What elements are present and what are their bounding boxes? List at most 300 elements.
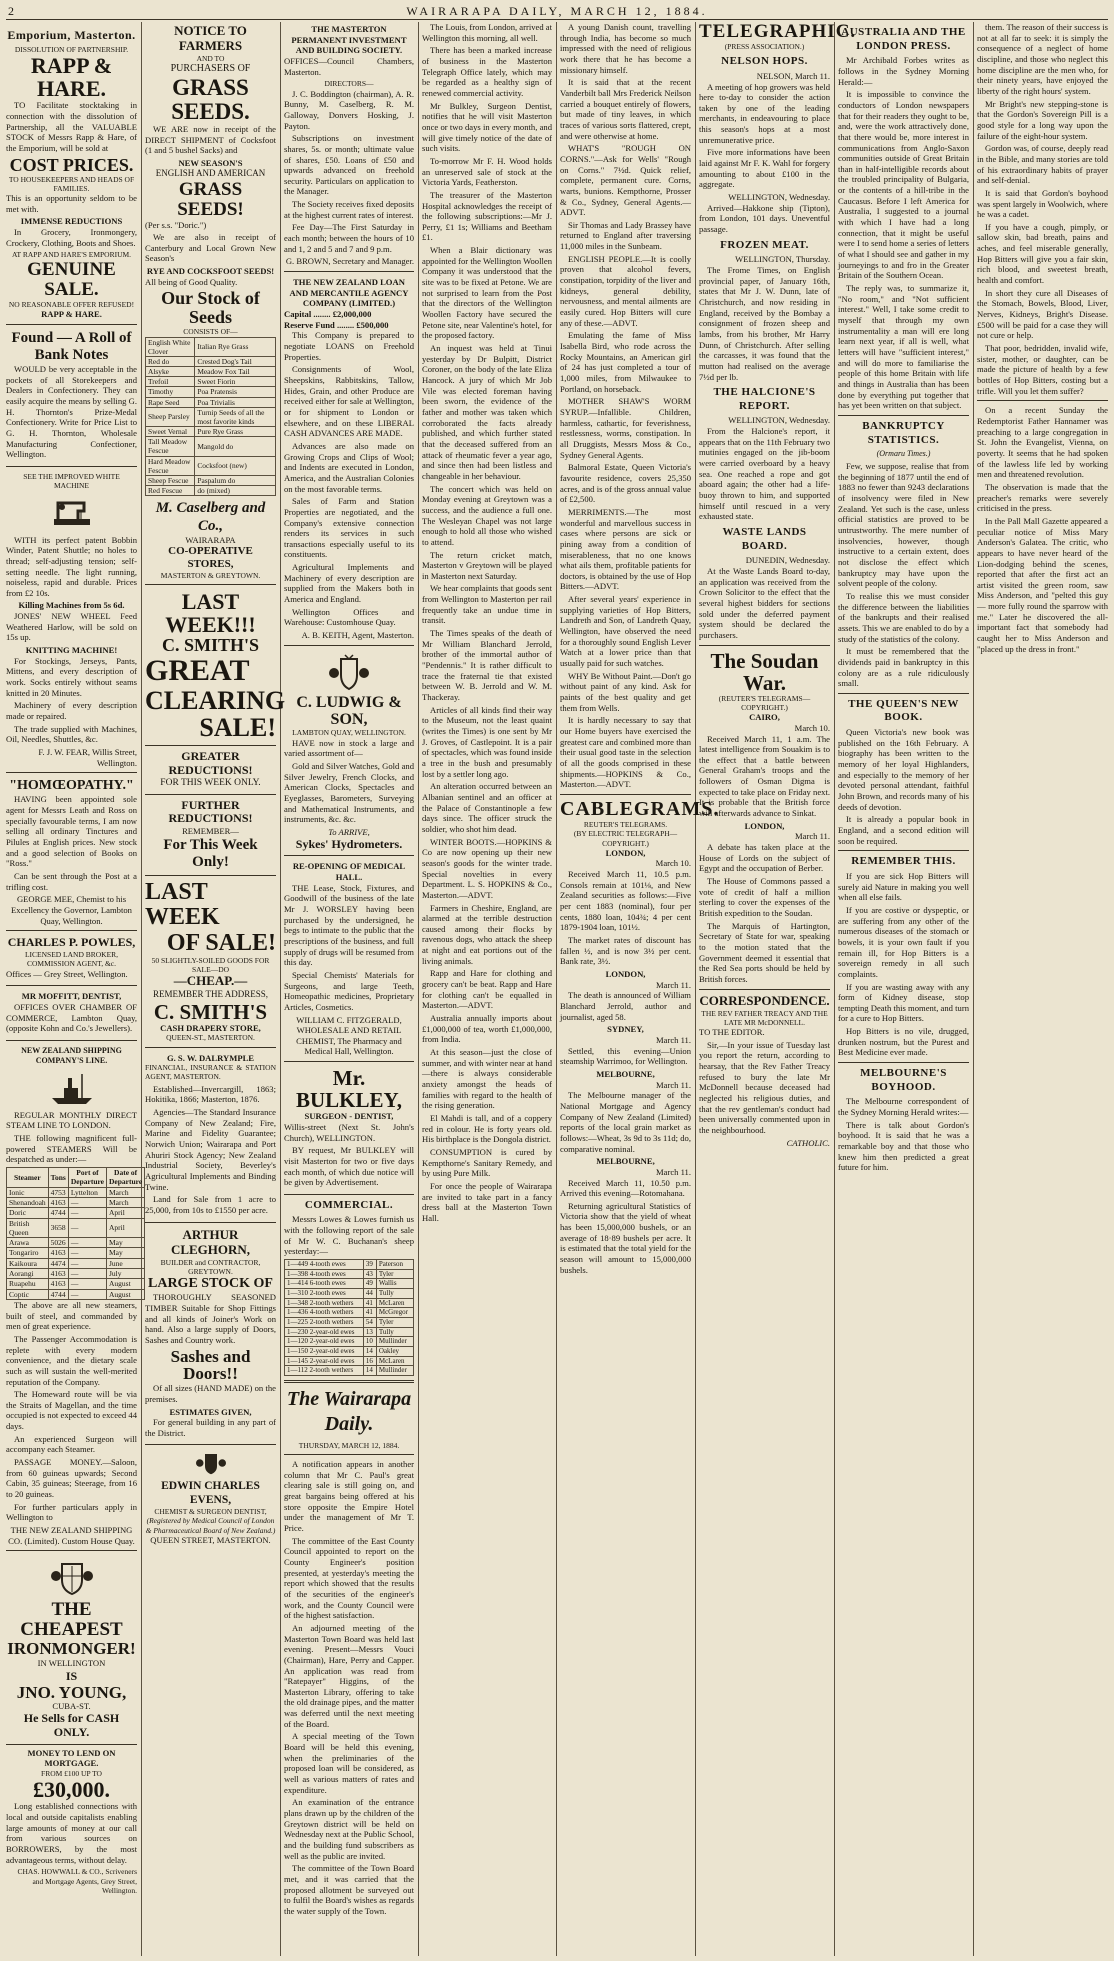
table-cell: Mangold do <box>195 437 276 456</box>
dateline-melbourne: MELBOURNE, <box>596 1156 655 1167</box>
news-paragraph: To realise this we must consider the difference between the liabilities of the bankrupts and their realised assets. This we are enabled to do by a study of the statistics of the colony. <box>838 590 969 644</box>
grass-seeds-ad <box>145 22 276 585</box>
table-cell: April <box>107 1208 145 1218</box>
table-header: Date of Departure <box>107 1168 145 1188</box>
ad-text: HAVE now in stock a large and varied assortment of— <box>284 737 414 759</box>
cost-prices-heading: COST PRICES. <box>9 154 134 175</box>
ad-text: This Company is prepared to negotiate LOANS on Freehold Properties. <box>284 330 414 362</box>
sale-row <box>285 1318 414 1328</box>
column-5 <box>560 22 720 1954</box>
news-paragraph: Rapp and Hare for clothing and grocery can't be beat. Rapp and Hare for clothing can't be equalled in Masterton.—ADVT. <box>422 968 552 1011</box>
sale-row <box>285 1308 414 1318</box>
rapp-hare-signature: RAPP & HARE. <box>41 308 102 319</box>
purchasers-of: PURCHASERS OF <box>170 63 251 75</box>
dateline: WELLINGTON, Thursday. <box>735 254 830 265</box>
news-paragraph: To-morrow Mr F. H. Wood holds an unreserved sale of stock at the Victoria Yards, Featherston. <box>422 155 552 188</box>
remember: REMEMBER— <box>182 826 239 837</box>
table-cell: Tully <box>376 1289 413 1299</box>
fitzgerald-signature: WILLIAM C. FITZGERALD, WHOLESALE AND RETAIL CHEMIST, The Pharmacy and Medical Hall, Wellington. <box>296 1014 402 1057</box>
mortgage-ad <box>6 1748 137 1896</box>
press-association: (PRESS ASSOCIATION.) <box>724 41 805 51</box>
ad-text: For general building in any part of the District. <box>145 1417 276 1438</box>
correspondence-heading: CORRESPONDENCE. <box>699 992 830 1008</box>
copyright-label: (BY ELECTRIC TELEGRAPH—COPYRIGHT.) <box>573 829 678 848</box>
news-paragraph: WHY Be Without Paint.—Don't go without paint of any kind. Ask for paints of the best quality and get them from Wells. <box>560 670 691 713</box>
ad-text: WE ARE now in receipt of the DIRECT SHIPMENT of Cocksfoot (1 and 5 bushel Sacks) and <box>145 123 276 156</box>
genuine-sale-heading: GENUINE SALE. <box>27 258 116 300</box>
steamer-row <box>7 1208 145 1218</box>
news-paragraph: MOTHER SHAW'S WORM SYRUP.—Infallible. Children, harmless, cathartic, for feverishness, restlessness, worms, constipation. In all Druggists, Messrs Moss & Co., Sydney General Agents. <box>560 396 691 460</box>
column-1 <box>6 22 143 1954</box>
table-cell: Tyler <box>376 1269 413 1279</box>
seed-row <box>146 475 276 485</box>
for-this-week-only: For This Week Only! <box>163 836 258 871</box>
table-cell: Red do <box>146 356 195 366</box>
nz-shipping-heading: NEW ZEALAND SHIPPING COMPANY'S LINE. <box>21 1045 122 1065</box>
news-paragraph: The Melbourne manager of the National Mortgage and Agency Company of New Zealand (Limited) reports of the local grain market as follows:—Wheat, 3s 9d to 3s 11d; do, comparative nominal. <box>560 1090 691 1154</box>
ad-text: Offices — Grey Street, Wellington. <box>6 968 128 979</box>
table-cell: 13 <box>363 1327 376 1337</box>
ad-text: The Homeward route will be via the Straits of Magellan, and the time occupied is not expected to exceed 44 days. <box>6 1389 137 1432</box>
cash-drapery: CASH DRAPERY STORE, <box>160 1022 261 1033</box>
table-cell: Paterson <box>376 1260 413 1270</box>
column-rule <box>834 22 835 1956</box>
table-cell: 1—414 6-tooth ewes <box>285 1279 364 1289</box>
ad-text: HAVING been appointed sole agent for Messrs Leath and Ross on specially favourable terms, I am now selling all ordinary Tinctures and Pilules at English prices. New stock and a good selection of Books on "Ross." <box>6 794 137 869</box>
news-paragraph: We hear complaints that goods sent from Wellington to Masterton per rail frequently take an undue time in transit. <box>422 583 552 626</box>
seed-row <box>146 377 276 387</box>
builder-contractor: BUILDER and CONTRACTOR, GREYTOWN. <box>160 1257 261 1276</box>
last-week-2: LAST WEEK <box>145 879 220 931</box>
news-paragraph: Received March 11, 10.50 p.m. Arrived this evening—Rotomahana. <box>560 1177 691 1199</box>
cablegrams-heading: CABLEGRAMS. <box>560 797 720 820</box>
steamship-icon <box>48 1068 96 1108</box>
ad-text: THE following magnificent full-powered STEAMERS Will be despatched as under:— <box>6 1133 137 1165</box>
table-cell: March <box>107 1197 145 1207</box>
ad-text: Established—Invercargill, 1863; Hokitika, 1866; Masterton, 1876. <box>145 1083 276 1105</box>
table-cell: 1—225 2-tooth wethers <box>285 1318 364 1328</box>
consists-of: CONSISTS OF— <box>183 327 238 337</box>
bankruptcy-heading: BANKRUPTCY STATISTICS. <box>862 419 945 446</box>
ad-text: REGULAR MONTHLY DIRECT STEAM LINE TO LONDON. <box>6 1109 137 1131</box>
ad-text: Gold and Silver Watches, Gold and Silver Jewelry, French Clocks, and American Clocks, Spectacles and Eyeglasses, Barometers, Surveying and Mathematical Instruments, and instruments, &c. &c. <box>284 760 414 825</box>
cash-only: He Sells for CASH ONLY. <box>23 1711 120 1739</box>
dateline: DUNEDIN, Wednesday. <box>745 555 830 566</box>
table-cell: 10 <box>363 1337 376 1347</box>
table-cell: 4753 <box>48 1187 68 1197</box>
table-cell: Poa Trivialis <box>195 397 276 407</box>
ad-text: THOROUGHLY SEASONED TIMBER Suitable for Shop Fittings and all kinds of Joiner's Work on hand. Also a large supply of Doors, Sashes and Country work. <box>145 1292 276 1345</box>
steamer-row <box>7 1187 145 1197</box>
news-paragraph: From the Halcione's report, it appears that on the 11th February two mutinies engaged on the jib-boom were carried overboard by a heavy sea. One reached a rope and got aboard again; the other had a life-buoy thrown to him, and supported himself until rescued in a very exhausted state. <box>699 426 830 522</box>
stock-of-seeds: Our Stock of Seeds <box>161 288 260 328</box>
in-wellington: IN WELLINGTON <box>37 1658 106 1669</box>
sale-row <box>285 1279 414 1289</box>
news-paragraph: Gordon was, of course, deeply read in the Bible, and many stories are told of his extraordinary habits of prayer and self-denial. <box>977 143 1108 186</box>
moffitt-heading: MR MOFFITT, DENTIST, <box>21 991 122 1002</box>
news-paragraph: At this season—just the close of summer, and with winter near at hand—there is always considerable anxiety amongst the heads of families with regard to the health of the rising generation. <box>422 1047 552 1111</box>
table-cell: English White Clover <box>146 337 195 356</box>
ad-text: Willis-street (Next St. John's Church), WELLINGTON. <box>284 1121 414 1143</box>
ad-text: Sales of Farm and Station Properties are negotiated, and the Company's extensive connection renders its services in such transactions especially useful to its constituents. <box>284 496 414 560</box>
news-paragraph: Mr Bulkley, Surgeon Dentist, notifies that he will visit Masterton once or two days in every month, and will give timely notice of the date of such visits. <box>422 100 552 154</box>
news-paragraph: It must be remembered that the dividends paid in bankruptcy in this colony are as a rule ridiculously small. <box>838 646 969 689</box>
news-paragraph: WINTER BOOTS.—HOPKINS & Co are now opening up their new season's goods for the winter trade. Special novelties in every Department. L. S. HOPKINS & Co., Masterton.—ADVT. <box>422 836 552 900</box>
ad-text: OFFICES—Council Chambers, Masterton. <box>284 55 414 77</box>
reductions-heading: IMMENSE REDUCTIONS <box>20 216 123 227</box>
news-paragraph: The concert which was held on Monday evening at Greytown was a success, and the audience a full one. The Wesleyan Chapel was not large enough to hold all those who wished to attend. <box>422 483 552 547</box>
article-paragraph: An adjourned meeting of the Masterton Town Board was held last evening. Present—Messrs Vouci (Chairman), Hare, Perry and Capper. An application was read from "Ratepayer" Higgins, of the Masterton Library, offering to take the old drainage pipes, and the matter was deferred until the next meeting of the Board. <box>284 1622 414 1729</box>
chemist-dentist: CHEMIST & SURGEON DENTIST, <box>154 1506 267 1516</box>
seed-row <box>146 407 276 426</box>
sale-row <box>285 1356 414 1366</box>
wairarapa-daily-masthead: The Wairarapa Daily. <box>286 1388 412 1435</box>
jno-young: JNO. YOUNG, <box>16 1682 127 1702</box>
ad-text: The above are all new steamers, built of steel, and commanded by men of great experience. <box>6 1299 137 1332</box>
news-paragraph: If you are wasting away with any form of Kidney disease, stop tempting Death this moment, and turn for a cure to Hop Bitters. <box>838 981 969 1024</box>
table-cell: Turnip Seeds of all the most favorite kinds <box>195 407 276 426</box>
caselberg-heading: M. Caselberg and Co., <box>155 500 266 534</box>
news-paragraph: It is said that Gordon's boyhood was spent largely in Woolwich, where he was a cadet. <box>977 187 1108 220</box>
table-cell: May <box>107 1248 145 1258</box>
table-cell: Tyler <box>376 1318 413 1328</box>
dateline-cairo: CAIRO, <box>749 712 780 723</box>
table-cell: Crested Dog's Tail <box>195 356 276 366</box>
ad-text: Land for Sale from 1 acre to 25,000, from 10s to £1550 per acre. <box>145 1194 276 1215</box>
royal-arms-icon <box>325 653 373 693</box>
article-paragraph: An examination of the entrance plans drawn up by the children of the Greytown district will be held on Wednesday next at the Public School, and the building fund subscribers as well as the public are invited. <box>284 1797 414 1861</box>
new-seasons: NEW SEASON'S <box>178 157 243 168</box>
news-paragraph: A debate has taken place at the House of Lords on the subject of Egypt and the occupation of Berber. <box>699 842 830 874</box>
ad-text: BY request, Mr BULKLEY will visit Masterton for two or five days each month, of which due notice will be given by Advertisement. <box>284 1145 414 1188</box>
table-cell: Timothy <box>146 387 195 397</box>
ad-text: JONES' NEW WHEEL Feed Weathered Harlow, will be sold on 15s up. <box>6 611 137 643</box>
page-number: 2 <box>8 4 14 18</box>
table-cell: 43 <box>363 1269 376 1279</box>
news-paragraph: them. The reason of their success is not at all far to seek: it is simply the consequence of a neglect of home discipline, and those who neglect this home discipline are the men who, for their ninety years, have enjoyed the liberty of the right hours' system. <box>977 22 1108 96</box>
dissolution-heading: DISSOLUTION OF PARTNERSHIP. <box>14 44 129 54</box>
table-cell: Pure Rye Grass <box>195 427 276 437</box>
news-paragraph: The return cricket match, Masterton v Greytown will be played in Masterton next Saturday. <box>422 549 552 581</box>
table-cell: 4163 <box>48 1279 68 1289</box>
table-cell: 1—398 4-tooth ewes <box>285 1269 364 1279</box>
howwall-signature: CHAS. HOWWALL & CO., Scriveners and Mortgage Agents, Grey Street, Wellington. <box>17 1867 137 1895</box>
moffitt-ad <box>6 989 137 1041</box>
news-paragraph: Received March 11, 10.5 p.m. Consols remain at 101⅛, and New Zealand securities as follows:—Five per cent 1883 (nominal), four per cents, 1880 loan, 104¾; 4 per cent 1879-1904 loan, 101½. <box>560 869 691 933</box>
medical-hall-ad <box>284 859 414 1062</box>
news-paragraph: Balmoral Estate, Queen Victoria's favourite residence, covers 25,350 acres, and is of the gross annual value of £2,500. <box>560 462 691 505</box>
cuba-st: CUBA-ST. <box>52 1701 91 1712</box>
homeopathy-heading: "HOMŒOPATHY." <box>9 778 134 794</box>
surgeon-dentist: SURGEON - DENTIST, <box>304 1111 394 1122</box>
ludwig-ad <box>284 649 414 857</box>
news-paragraph: It is said that at the recent Vanderbilt ball Mrs Frederick Neilson carried a bouquet entirely of flowers, but made of tiny leaves, in which traces of various sorts flattered, crept, and were otherwise at home. <box>560 77 691 141</box>
news-paragraph: If you are sick Hop Bitters will surely aid Nature in making you well when all else fails. <box>838 870 969 903</box>
great-heading: GREAT <box>145 654 250 688</box>
keith-signature: A. B. KEITH, Agent, Masterton. <box>301 630 414 641</box>
ad-text: Long established connections with local and outside capitalists enabling large amounts of money at our call from various sources on BORROWERS, by the most advantageous terms, without delay. <box>6 1801 137 1865</box>
table-cell: 39 <box>363 1260 376 1270</box>
table-cell: Red Fescue <box>146 486 195 496</box>
treacy-heading: THE REV FATHER TREACY AND THE LATE MR McDONNELL. <box>701 1008 828 1027</box>
table-cell: — <box>68 1289 106 1299</box>
ad-text: We are also in receipt of Canterbury and Local Grown New Season's <box>145 232 276 264</box>
evens-heading: EDWIN CHARLES EVENS, <box>161 1480 260 1506</box>
brown-signature: G. BROWN, Secretary and Manager. <box>285 256 414 267</box>
ad-text: An experienced Surgeon will accompany each Steamer. <box>6 1433 137 1455</box>
table-cell: 1—120 2-year-old ewes <box>285 1337 364 1347</box>
ad-text: WOULD be very acceptable in the pockets of all Storekeepers and Dealers in Confectionery. They can easily acquire the means by selling G. H. Thornton's Prize-Medal Confectionery. Write for Price List to G. H. Thornton, Wholesale Manufacturing Confectioner, Wellington. <box>6 364 137 460</box>
column-6 <box>699 21 857 1954</box>
news-paragraph: The market rates of discount has fallen ½, and is now 3½ per cent. Bank rate, 3½. <box>560 935 691 967</box>
table-cell: — <box>68 1218 106 1238</box>
oamaru-times: (Ormaru Times.) <box>876 449 931 459</box>
ad-text: Machinery of every description made or repaired. <box>6 700 137 722</box>
table-cell: August <box>107 1289 145 1299</box>
table-cell: 54 <box>363 1318 376 1328</box>
thirty-thousand: £30,000. <box>33 1777 110 1803</box>
dateline-date: March 11. <box>656 1034 691 1045</box>
soiled-goods: 50 SLIGHTLY-SOILED GOODS FOR SALE—DO <box>151 955 270 975</box>
news-paragraph: The observation is made that the preacher's remarks were severely criticised in the press. <box>977 481 1108 514</box>
to-arrive: To ARRIVE, <box>328 826 370 837</box>
sale-row <box>285 1327 414 1337</box>
dalrymple-ad <box>145 1051 276 1223</box>
from-100: FROM £100 UP TO <box>41 1769 102 1778</box>
smith-sale-ad <box>145 588 286 1048</box>
table-cell: Tall Meadow Fescue <box>146 437 195 456</box>
table-cell: Doric <box>7 1208 49 1218</box>
housekeepers-heading: TO HOUSEKEEPERS AND HEADS OF FAMILIES. <box>8 174 135 193</box>
dateline-date: March 11. <box>656 1079 691 1090</box>
news-paragraph: An inquest was held at Tinui yesterday by Dr Bulpitt, District Coroner, on the body of the late Eliza Hancock. A jury of which Mr Job Vile was elected foreman having been sworn, the evidence of the father and mother was taken which corroborated the facts already published, and which further stated that the deceased suffered from an attack of rheumatic fever a year ago, and since then had been listless and changeable in her behaviour. <box>422 343 552 481</box>
mee-signature: GEORGE MEE, Chemist to his Excellency the Governor, Lambton Quay, Wellington. <box>11 894 132 926</box>
table-cell: Arawa <box>7 1238 49 1248</box>
news-paragraph: The reply was, to summarize it, "No room," and "Not sufficient interest." Well, I take some credit to myself that through my own instrumentality a man will ere long learn next year, if all is well, what letters will have "sufficient interest," and will do more to familiarise the people of this home Britain with life and things in Australia than has been done by everything put together that has yet been written on that subject. <box>838 283 969 411</box>
column-rule <box>556 22 557 1956</box>
ironmonger-heading: IRONMONGER! <box>7 1639 136 1659</box>
news-paragraph: It is impossible to convince the conductors of London newspapers that for their readers they ought to be, and, were the work attractively done, that there would be, more interest in communications from Anglo-Saxon communities outside of Great Britain than in half-intelligible records about the troubled principality of Bulgaria, or the contents of a hill-tribe in the Caucasus. Before I left America for Australia, I suggested to a journal with which I have had a long connection, that it might be useful were I to send home a series of letters of what I should see and gather in my journeyings to and fro in the Greater Britain of the Southern Ocean. <box>838 89 969 281</box>
remember-address: REMEMBER THE ADDRESS, <box>152 989 269 1000</box>
news-paragraph: A young Danish count, travelling through India, has become so much impressed with the need of religious work there that he has become a missionary himself. <box>560 22 691 75</box>
ad-text: Agricultural Implements and Machinery of every description are supplied from the Makers both in America and England. <box>284 562 414 605</box>
reserve-line: Reserve Fund ........ £500,000 <box>284 319 389 330</box>
seed-row <box>146 437 276 456</box>
news-paragraph: Five more informations have been laid against Mr F. K. Wahl for forgery amounting to about £100 in the aggregate. <box>699 147 830 190</box>
sykes-hydrometers: Sykes' Hydrometers. <box>295 836 403 851</box>
remember-this-heading: REMEMBER THIS. <box>851 855 956 868</box>
lambton-quay: LAMBTON QUAY, WELLINGTON. <box>292 728 406 738</box>
sale-heading: SALE! <box>199 712 276 742</box>
notice-to-farmers: NOTICE TO FARMERS <box>174 23 247 53</box>
news-paragraph: Articles of all kinds find their way to the Museum, not the least quaint (writes the Times) is one sent by Mr J. Groves, of Castlepoint. It is a pair of spectacles, which was found inside a tree in the bush and presumably lost by a settler long ago. <box>422 704 552 779</box>
cleghorn-ad <box>145 1226 276 1446</box>
table-cell: Meadow Fox Tail <box>195 367 276 377</box>
table-cell: Sweet Vernal <box>146 427 195 437</box>
news-paragraph: After several years' experience in supplying varieties of Hop Bitters, Landreth and Son, of Landreth Quay, Wellington, have observed the need for a thoroughly sound English Lever Watch at a lower price than that usually paid for such watches. <box>560 594 691 669</box>
seed-row <box>146 397 276 407</box>
frozen-meat-heading: FROZEN MEAT. <box>720 238 809 251</box>
ludwig-heading: C. LUDWIG & SON, <box>296 693 402 728</box>
commercial-heading: COMMERCIAL. <box>304 1198 394 1211</box>
table-cell: March <box>107 1187 145 1197</box>
coat-of-arms-icon <box>48 1558 96 1598</box>
dateline: NELSON, March 11. <box>756 70 830 81</box>
table-cell: 1—112 2-tooth wethers <box>285 1366 364 1376</box>
english-american: ENGLISH AND AMERICAN <box>155 168 266 179</box>
table-cell: Poa Pratensis <box>195 387 276 397</box>
news-paragraph: If you have a cough, pimply, or sallow skin, bad breath, pains and aches, and feel miserable generally, Hop Bitters will give you a fair skin, rich blood, and sweetest breath, health and comfort. <box>977 221 1108 286</box>
table-cell: do (mixed) <box>195 486 276 496</box>
ad-text: FINANCIAL, INSURANCE & STATION AGENT, MASTERTON. <box>145 1063 276 1082</box>
queen-st: QUEEN-ST., MASTERTON. <box>166 1033 255 1043</box>
table-header: Steamer <box>7 1168 49 1188</box>
table-cell: — <box>68 1258 106 1268</box>
sale-row <box>285 1269 414 1279</box>
dateline-london: LONDON, <box>605 969 646 980</box>
news-paragraph: The Marquis of Hartington, Secretary of State for war, speaking to the motion stated that the Government deemed it essential that the Red Sea ports should be held by British forces. <box>699 920 830 984</box>
reuters-label: (REUTER'S TELEGRAMS—COPYRIGHT.) <box>718 693 811 712</box>
no-offer-refused: NO REASONABLE OFFER REFUSED! <box>8 299 135 309</box>
halcione-heading: THE HALCIONE'S REPORT. <box>713 386 816 412</box>
dateline-date: March 11. <box>656 1166 691 1177</box>
news-paragraph: It is hardly necessary to say that our Home buyers have exercised the greatest care and combined more than their usual good taste in the selection of all the goods comprised in these shipments.—HOPKINS & Co., Masterton.—ADVT. <box>560 715 691 790</box>
table-cell: 4163 <box>48 1248 68 1258</box>
table-cell: 14 <box>363 1366 376 1376</box>
sale-row <box>285 1260 414 1270</box>
table-cell: Aorangi <box>7 1269 49 1279</box>
table-cell: Paspalum do <box>195 475 276 485</box>
news-paragraph: If you are costive or dyspeptic, or are suffering from any other of the numerous diseases of the stomach or bowels, it is your own fault if you remain ill, for Hop Bitters is a sovereign remedy in all such complaints. <box>838 904 969 979</box>
dateline-london: LONDON, <box>744 820 785 831</box>
news-paragraph: Mr Bright's new stepping-stone is that the Gordon's Sovereign Pill is a good style for a long way upon the failure of the eight-hour system. <box>977 98 1108 141</box>
sale-row <box>285 1298 414 1308</box>
news-paragraph: TO THE EDITOR. <box>699 1027 765 1038</box>
land-broker: LICENSED LAND BROKER, COMMISSION AGENT, &c. <box>24 950 119 969</box>
steamer-table <box>6 1167 145 1300</box>
reuters-label: REUTER'S TELEGRAMS. <box>583 819 668 829</box>
cheap: —CHEAP.— <box>173 973 248 989</box>
steamer-row <box>7 1218 145 1238</box>
medical-hall-heading: RE-OPENING OF MEDICAL HALL. <box>292 861 406 882</box>
melbourne-boyhood-heading: MELBOURNE'S BOYHOOD. <box>860 1067 947 1093</box>
table-cell: May <box>107 1238 145 1248</box>
shipping-signature: THE NEW ZEALAND SHIPPING CO. (Limited). Custom House Quay. <box>8 1525 135 1546</box>
news-paragraph: When a Blair dictionary was appointed for the Wellington Woollen Company it was understood that the site was to be fixed at Petone. We are not surprised to learn from the Post that the directors of the Wellington Woollen Factory have secured the Petone site, near Valentine's hotel, for the proposed factory. <box>422 245 552 341</box>
table-cell: 4744 <box>48 1289 68 1299</box>
ad-text: The Passenger Accommodation is replete with every modern convenience, and the dietary scale such as will sustain the well-merited reputation of the Company. <box>6 1333 137 1387</box>
table-cell: Coptic <box>7 1289 49 1299</box>
capital-line: Capital ........ £2,000,000 <box>284 309 372 320</box>
table-cell: Ionic <box>7 1187 49 1197</box>
evens-ad <box>145 1448 276 1545</box>
table-cell: Alsyke <box>146 367 195 377</box>
sewing-machine-ad <box>6 470 137 773</box>
ad-text: Agencies—The Standard Insurance Company of New Zealand; Fire, Marine and Fidelity Guarantee; Norwich Union; Wairarapa and Port Ahuriri Stock Agency; New Zealand Industrial Society, Beverley's Agricultural Implements and Binding Twine. <box>145 1107 276 1192</box>
table-cell: 1—230 2-year-old ewes <box>285 1327 364 1337</box>
ad-text: For Stockings, Jerseys, Pants, Mittens, and every description of work. Socks entirely without seams knitted in 20 Minutes. <box>6 655 137 698</box>
table-cell: April <box>107 1218 145 1238</box>
greater-reductions: GREATER REDUCTIONS! <box>168 749 253 777</box>
ad-text: PASSAGE MONEY.—Saloon, from 60 guineas upwards; Second Cabin, 35 guineas; Steerage, from 16 to 20 guineas. <box>6 1457 137 1500</box>
table-cell: 44 <box>363 1289 376 1299</box>
ad-text: Advances are also made on Growing Crops and Clips of Wool; and Indents are executed in London, America, and the Australian Colonies on the most favorable terms. <box>284 440 414 494</box>
c-smiths-2: C. SMITH'S <box>153 999 268 1024</box>
table-cell: July <box>107 1269 145 1279</box>
news-paragraph: An alteration occurred between an Albanian sentinel and an officer at the Palace of Constantinople a few days since. The officer struck the soldier, who shot him dead. <box>422 781 552 834</box>
table-cell: Wallis <box>376 1279 413 1289</box>
column-rule <box>973 22 974 1956</box>
sale-row <box>285 1337 414 1347</box>
column-8 <box>977 22 1108 1954</box>
table-cell: Shenandoah <box>7 1197 49 1207</box>
table-header: Port of Departure <box>68 1168 106 1188</box>
news-paragraph: ENGLISH PEOPLE.—It is coolly proven that alcohol fevers, constipation, torpidity of the liver and kidneys, general debility, nervousness, and mental ailments are easily cured. Hop Bitters will cure any of these.—ADVT. <box>560 253 691 328</box>
co-op-stores: CO-OPERATIVE STORES, <box>168 545 253 571</box>
of-sale: OF SALE! <box>166 929 276 956</box>
building-society-heading: THE MASTERTON PERMANENT INVESTMENT AND BUILDING SOCIETY. <box>291 24 407 56</box>
table-cell: 41 <box>363 1308 376 1318</box>
table-cell: 1—348 2-tooth wethers <box>285 1298 364 1308</box>
queens-book-heading: THE QUEEN'S NEW BOOK. <box>848 697 959 724</box>
is-text: IS <box>65 1668 78 1683</box>
news-paragraph: CONSUMPTION is cured by Kempthorne's Sanitary Remedy, and by using Pure Milk. <box>422 1146 552 1179</box>
column-2 <box>145 22 286 1954</box>
ad-text: TO Facilitate stocktaking in connection with the dissolution of Partnership, all the VALUABLE STOCK of Messrs Rapp & Hare, of the Emporium, will be sold at <box>6 100 137 153</box>
table-cell: 1—150 2-year-old ewes <box>285 1347 364 1357</box>
c-smiths: C. SMITH'S <box>161 635 260 656</box>
table-cell: 1—436 4-tooth wethers <box>285 1308 364 1318</box>
grass-seeds-2: GRASS SEEDS! <box>177 178 244 220</box>
seed-row <box>146 367 276 377</box>
table-cell: Tongariro <box>7 1248 49 1258</box>
fear-signature: F. J. W. FEAR, Willis Street, Wellington. <box>38 747 137 768</box>
seed-row <box>146 387 276 397</box>
masterton-greytown: MASTERTON & GREYTOWN. <box>160 570 261 580</box>
steamer-row <box>7 1248 145 1258</box>
news-paragraph: A meeting of hop growers was held here to-day to consider the action taken by one of the leading merchants, in endeavouring to place this season's hops at a most unremunerative price. <box>699 81 830 145</box>
last-week-heading: LAST WEEK!!! <box>165 589 256 638</box>
emporium-address: AT RAPP AND HARE'S EMPORIUM. <box>11 250 132 260</box>
table-cell: June <box>107 1258 145 1268</box>
table-cell: — <box>68 1248 106 1258</box>
building-society-ad <box>284 22 414 272</box>
ad-text: THE Lease, Stock, Fixtures, and Goodwill of the business of the late Mr J. WORSLEY having been purchased by the undersigned, he begs to intimate to the public that the prescriptions of the business, and full supply of drugs will be resumed from this day. <box>284 882 414 968</box>
ad-text: (Per s.s. "Doric.") <box>145 219 207 230</box>
table-cell: Rape Seed <box>146 397 195 407</box>
table-cell: 1—310 2-tooth ewes <box>285 1289 364 1299</box>
table-cell: Mullinder <box>376 1366 413 1376</box>
news-paragraph: In the Pall Mall Gazette appeared a peculiar notice of Miss Mary Anderson's Galatea. The critic, who appears to have never heard of the Lion-dodging behind the scenes, reported that after the first act an artist visited the green room, saw Miss Anderson, and "pelted this guy — more fully round the sparrow with me." Later he discovered the all-important fact that somebody had caught her to Miss Anderson and "placed up the dress in front." <box>977 515 1108 654</box>
seeds-table-body <box>146 337 276 496</box>
news-paragraph: Queen Victoria's new book was published on the 16th February. A biography has been written to the memory of her loyal Highlanders, and especially to the memory of her devoted personal attendant, faithful John Brown, and records many of his deeds of devotion. <box>838 727 969 812</box>
article-paragraph: A special meeting of the Town Board will be held this evening, when the preliminaries of the proposed loan will be considered, as well as various matters of rates and expenditure. <box>284 1731 414 1795</box>
news-paragraph: Sir Thomas and Lady Brassey have returned to England after traversing 11,000 miles in the Sunbeam. <box>560 219 691 252</box>
table-cell: Sheep Parsley <box>146 407 195 426</box>
news-paragraph: The Louis, from London, arrived at Wellington this morning, all well. <box>422 22 552 43</box>
table-cell: 3658 <box>48 1218 68 1238</box>
table-cell: Lyttelton <box>68 1187 106 1197</box>
powles-heading: CHARLES P. POWLES, <box>7 935 136 950</box>
rapp-hare-ad <box>6 22 137 325</box>
table-cell: McGregor <box>376 1308 413 1318</box>
table-cell: 16 <box>363 1356 376 1366</box>
news-paragraph: The Times speaks of the death of Mr William Blanchard Jerrold, brother of the immortal author of "Pendennis." It is rather difficult to trace the fraternal tie that existed between W. B. Jerrold and W. M. Thackeray. <box>422 628 552 703</box>
wairarapa-label: WAIRARAPA <box>185 534 236 545</box>
ad-text: All being of Good Quality. <box>145 276 238 287</box>
ad-text: The Society receives fixed deposits at the highest current rates of interest. <box>284 199 414 220</box>
news-paragraph: Settled, this evening—Union steamship Warrimoo, for Wellington. <box>560 1045 691 1067</box>
